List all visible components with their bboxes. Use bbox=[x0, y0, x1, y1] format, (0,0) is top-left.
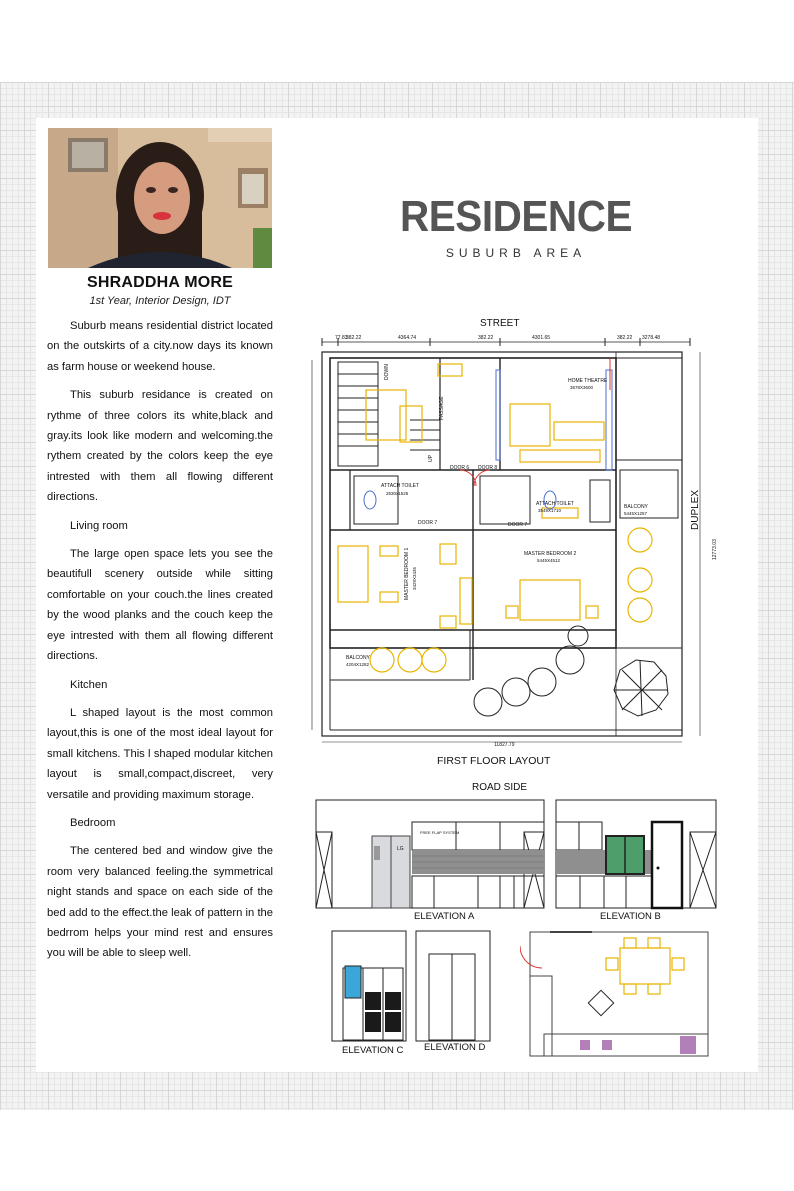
room-balcony-left-dim: 4204X1282 bbox=[346, 662, 370, 667]
stair-down-label: DOWN bbox=[384, 364, 390, 380]
dim-right: 12773.03 bbox=[712, 539, 718, 560]
dim-top-7: 3278.48 bbox=[642, 335, 661, 341]
paragraph-kitchen: L shaped layout is the most common layout,this is one of the most ideal layout for small kitchens. This l shaped modular kitchen layout is small,compact,discreet, very versatile and providing maximum storage. bbox=[47, 706, 273, 801]
elevation-b-label: ELEVATION B bbox=[600, 911, 661, 922]
author-photo bbox=[48, 128, 272, 268]
dim-top-1: 77.83 bbox=[335, 335, 348, 341]
heading-kitchen: Kitchen bbox=[70, 678, 108, 691]
portrait-illustration bbox=[48, 128, 272, 268]
room-attach-toilet-1-dim: 2530x1525 bbox=[386, 491, 409, 496]
paragraph-intro: Suburb means residential district located on the outskirts of a city.now days its known as farm house or weekend house. bbox=[47, 320, 273, 373]
article-body bbox=[47, 316, 273, 964]
room-master-bedroom-2: MASTER BEDROOM 2 bbox=[524, 551, 577, 557]
dim-top-3: 4364.74 bbox=[398, 335, 417, 341]
elevation-d-label: ELEVATION D bbox=[424, 1042, 486, 1053]
kitchen-plan-drawing bbox=[520, 926, 714, 1060]
door-7b-label: DOOR 7 bbox=[508, 522, 528, 528]
duplex-label: DUPLEX bbox=[690, 489, 701, 530]
elevation-c-drawing bbox=[331, 930, 407, 1042]
stair-up-label: UP bbox=[428, 455, 434, 462]
room-master-bedroom-1-dim: 3429X3435 bbox=[412, 566, 417, 590]
room-home-theatre-dim: 3678X3600 bbox=[570, 385, 594, 390]
dim-top-4: 382.22 bbox=[478, 335, 494, 341]
door-8-label: DOOR 8 bbox=[478, 465, 498, 471]
paragraph-bedroom: The centered bed and window give the room very balanced feeling.the symmetrical night stands and space on each side of the bed add to the effect.the leak of pattern in the bedrrom helps your mind rest and ensures you will be able to sleep well. bbox=[47, 845, 273, 960]
paragraph-concept: This suburb residance is created on rythme of three colors its white,black and gray.its look like modern and welcoming.the rythem created by the colors keep the eye intrested with them all flowing different directions. bbox=[47, 389, 273, 504]
elevation-d-drawing bbox=[415, 930, 491, 1042]
dim-top-6: 382.22 bbox=[617, 335, 633, 341]
elevation-a-lg-label: LG bbox=[397, 846, 404, 852]
first-floor-plan bbox=[310, 330, 710, 750]
room-balcony-right: BALCONY bbox=[624, 504, 648, 510]
elevation-b-drawing bbox=[554, 798, 718, 910]
room-balcony-left: BALCONY bbox=[346, 655, 370, 661]
door-6-label: DOOR 6 bbox=[450, 465, 470, 471]
elevation-a-free-flap-label: FREE FLAP SYSTEM bbox=[420, 830, 460, 835]
dim-bottom: 11827.79 bbox=[494, 742, 515, 748]
elevation-a-label: ELEVATION A bbox=[414, 911, 475, 922]
room-master-bedroom-1: MASTER BEDROOM 1 bbox=[404, 547, 410, 600]
door-7a-label: DOOR 7 bbox=[418, 520, 438, 526]
page-title: RESIDENCE bbox=[399, 192, 633, 241]
heading-living-room: Living room bbox=[70, 519, 128, 532]
page-subtitle: SUBURB AREA bbox=[445, 246, 587, 260]
author-affiliation: 1st Year, Interior Design, IDT bbox=[89, 295, 231, 307]
elevation-a-drawing bbox=[314, 798, 546, 910]
road-side-label: ROAD SIDE bbox=[472, 782, 528, 793]
room-attach-toilet-1: ATTACH TOILET bbox=[381, 483, 419, 489]
paragraph-living-room: The large open space lets you see the beautifull scenery outside while sitting comfortable on your couch.the lines created by the wood planks and the couch keep the eye intrested with them all flowing different directions. bbox=[47, 548, 273, 663]
elevation-c-label: ELEVATION C bbox=[342, 1045, 404, 1056]
dim-top-2: 382.22 bbox=[346, 335, 362, 341]
first-floor-layout-label: FIRST FLOOR LAYOUT bbox=[437, 755, 551, 767]
dim-top-5: 4301.65 bbox=[532, 335, 551, 341]
room-passage: PASSAGE bbox=[439, 396, 445, 420]
room-attach-toilet-2: ATTACH TOILET bbox=[536, 501, 574, 507]
room-home-theatre: HOME THEATRE bbox=[568, 378, 608, 384]
room-master-bedroom-2-dim: 5445X4512 bbox=[537, 558, 561, 563]
room-balcony-right-dim: 5445X1257 bbox=[624, 511, 648, 516]
author-name: SHRADDHA MORE bbox=[86, 274, 233, 291]
street-label: STREET bbox=[480, 318, 520, 329]
room-attach-toilet-2-dim: 3549X1710 bbox=[538, 508, 562, 513]
heading-bedroom: Bedroom bbox=[70, 816, 116, 829]
